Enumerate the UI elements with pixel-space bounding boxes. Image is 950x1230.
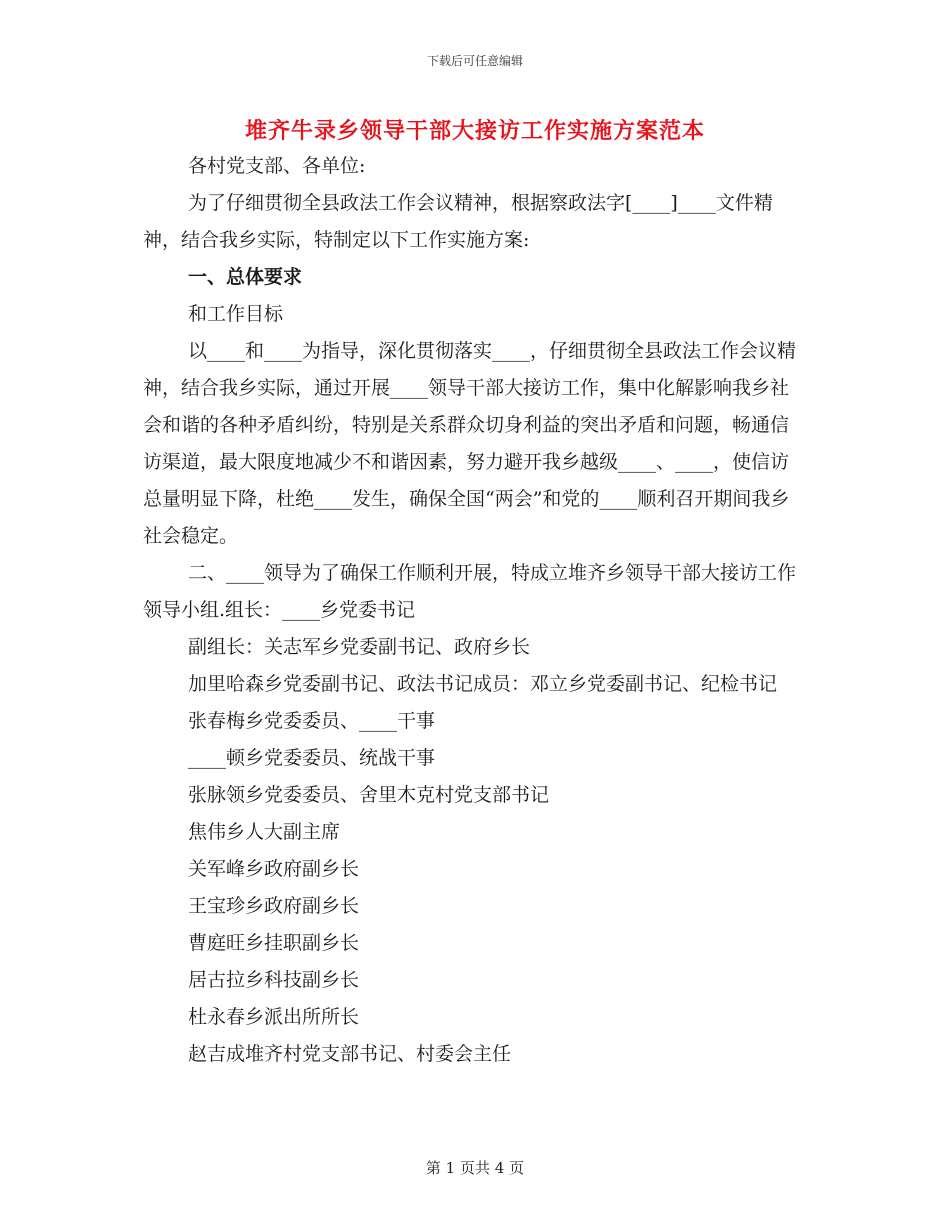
section-2-body: 二、____领导为了确保工作顺利开展，特成立堆齐乡领导干部大接访工作领导小组.组长：____乡党委书记: [143, 562, 797, 621]
member-line: 杜永春乡派出所所长: [188, 1006, 360, 1028]
document-body: [143, 148, 798, 1073]
intro-paragraph: 为了仔细贯彻全县政法工作会议精神，根据察政法字[____]____文件精神，结合我乡实际，特制定以下工作实施方案:: [143, 192, 773, 251]
member-line: 关军峰乡政府副乡长: [188, 858, 360, 880]
member-line: ____顿乡党委委员、统战干事: [188, 747, 436, 769]
member-line: 赵吉成堆齐村党支部书记、村委会主任: [188, 1043, 512, 1065]
page-header-note: 下载后可任意编辑: [426, 54, 523, 68]
member-line: 张脉领乡党委委员、舍里木克村党支部书记: [188, 784, 550, 806]
member-line: 居古拉乡科技副乡长: [188, 969, 360, 991]
member-line: 王宝珍乡政府副乡长: [188, 895, 360, 917]
member-line: 张春梅乡党委委员、____干事: [188, 710, 436, 732]
section-1-subheading: 和工作目标: [188, 303, 284, 325]
member-line: 副组长：关志军乡党委副书记、政府乡长: [188, 636, 531, 658]
document-title: 堆齐牛录乡领导干部大接访工作实施方案范本: [244, 118, 705, 144]
page-number: 第 1 页共 4 页: [425, 1159, 525, 1177]
member-line: 曹庭旺乡挂职副乡长: [188, 932, 360, 954]
section-1-body: 以____和____为指导，深化贯彻落实____，仔细贯彻全县政法工作会议精神，结合我乡实际，通过开展____领导干部大接访工作，集中化解影响我乡社会和谐的各种矛盾纠纷，特别是关系群众切身利益的突出矛盾和问题，畅通信访渠道，最大限度地减少不和谐因素，努力避开我乡越级____、____，使信访总量明显下降，杜绝____发生，确保全国“两会”和党的____顺利召开期间我乡社会稳定。: [143, 340, 797, 547]
salutation: 各村党支部、各单位:: [188, 155, 366, 177]
member-line: 焦伟乡人大副主席: [188, 821, 341, 843]
member-line: 加里哈森乡党委副书记、政法书记成员：邓立乡党委副书记、纪检书记: [188, 673, 778, 695]
section-1-heading: 一、总体要求: [188, 266, 303, 288]
